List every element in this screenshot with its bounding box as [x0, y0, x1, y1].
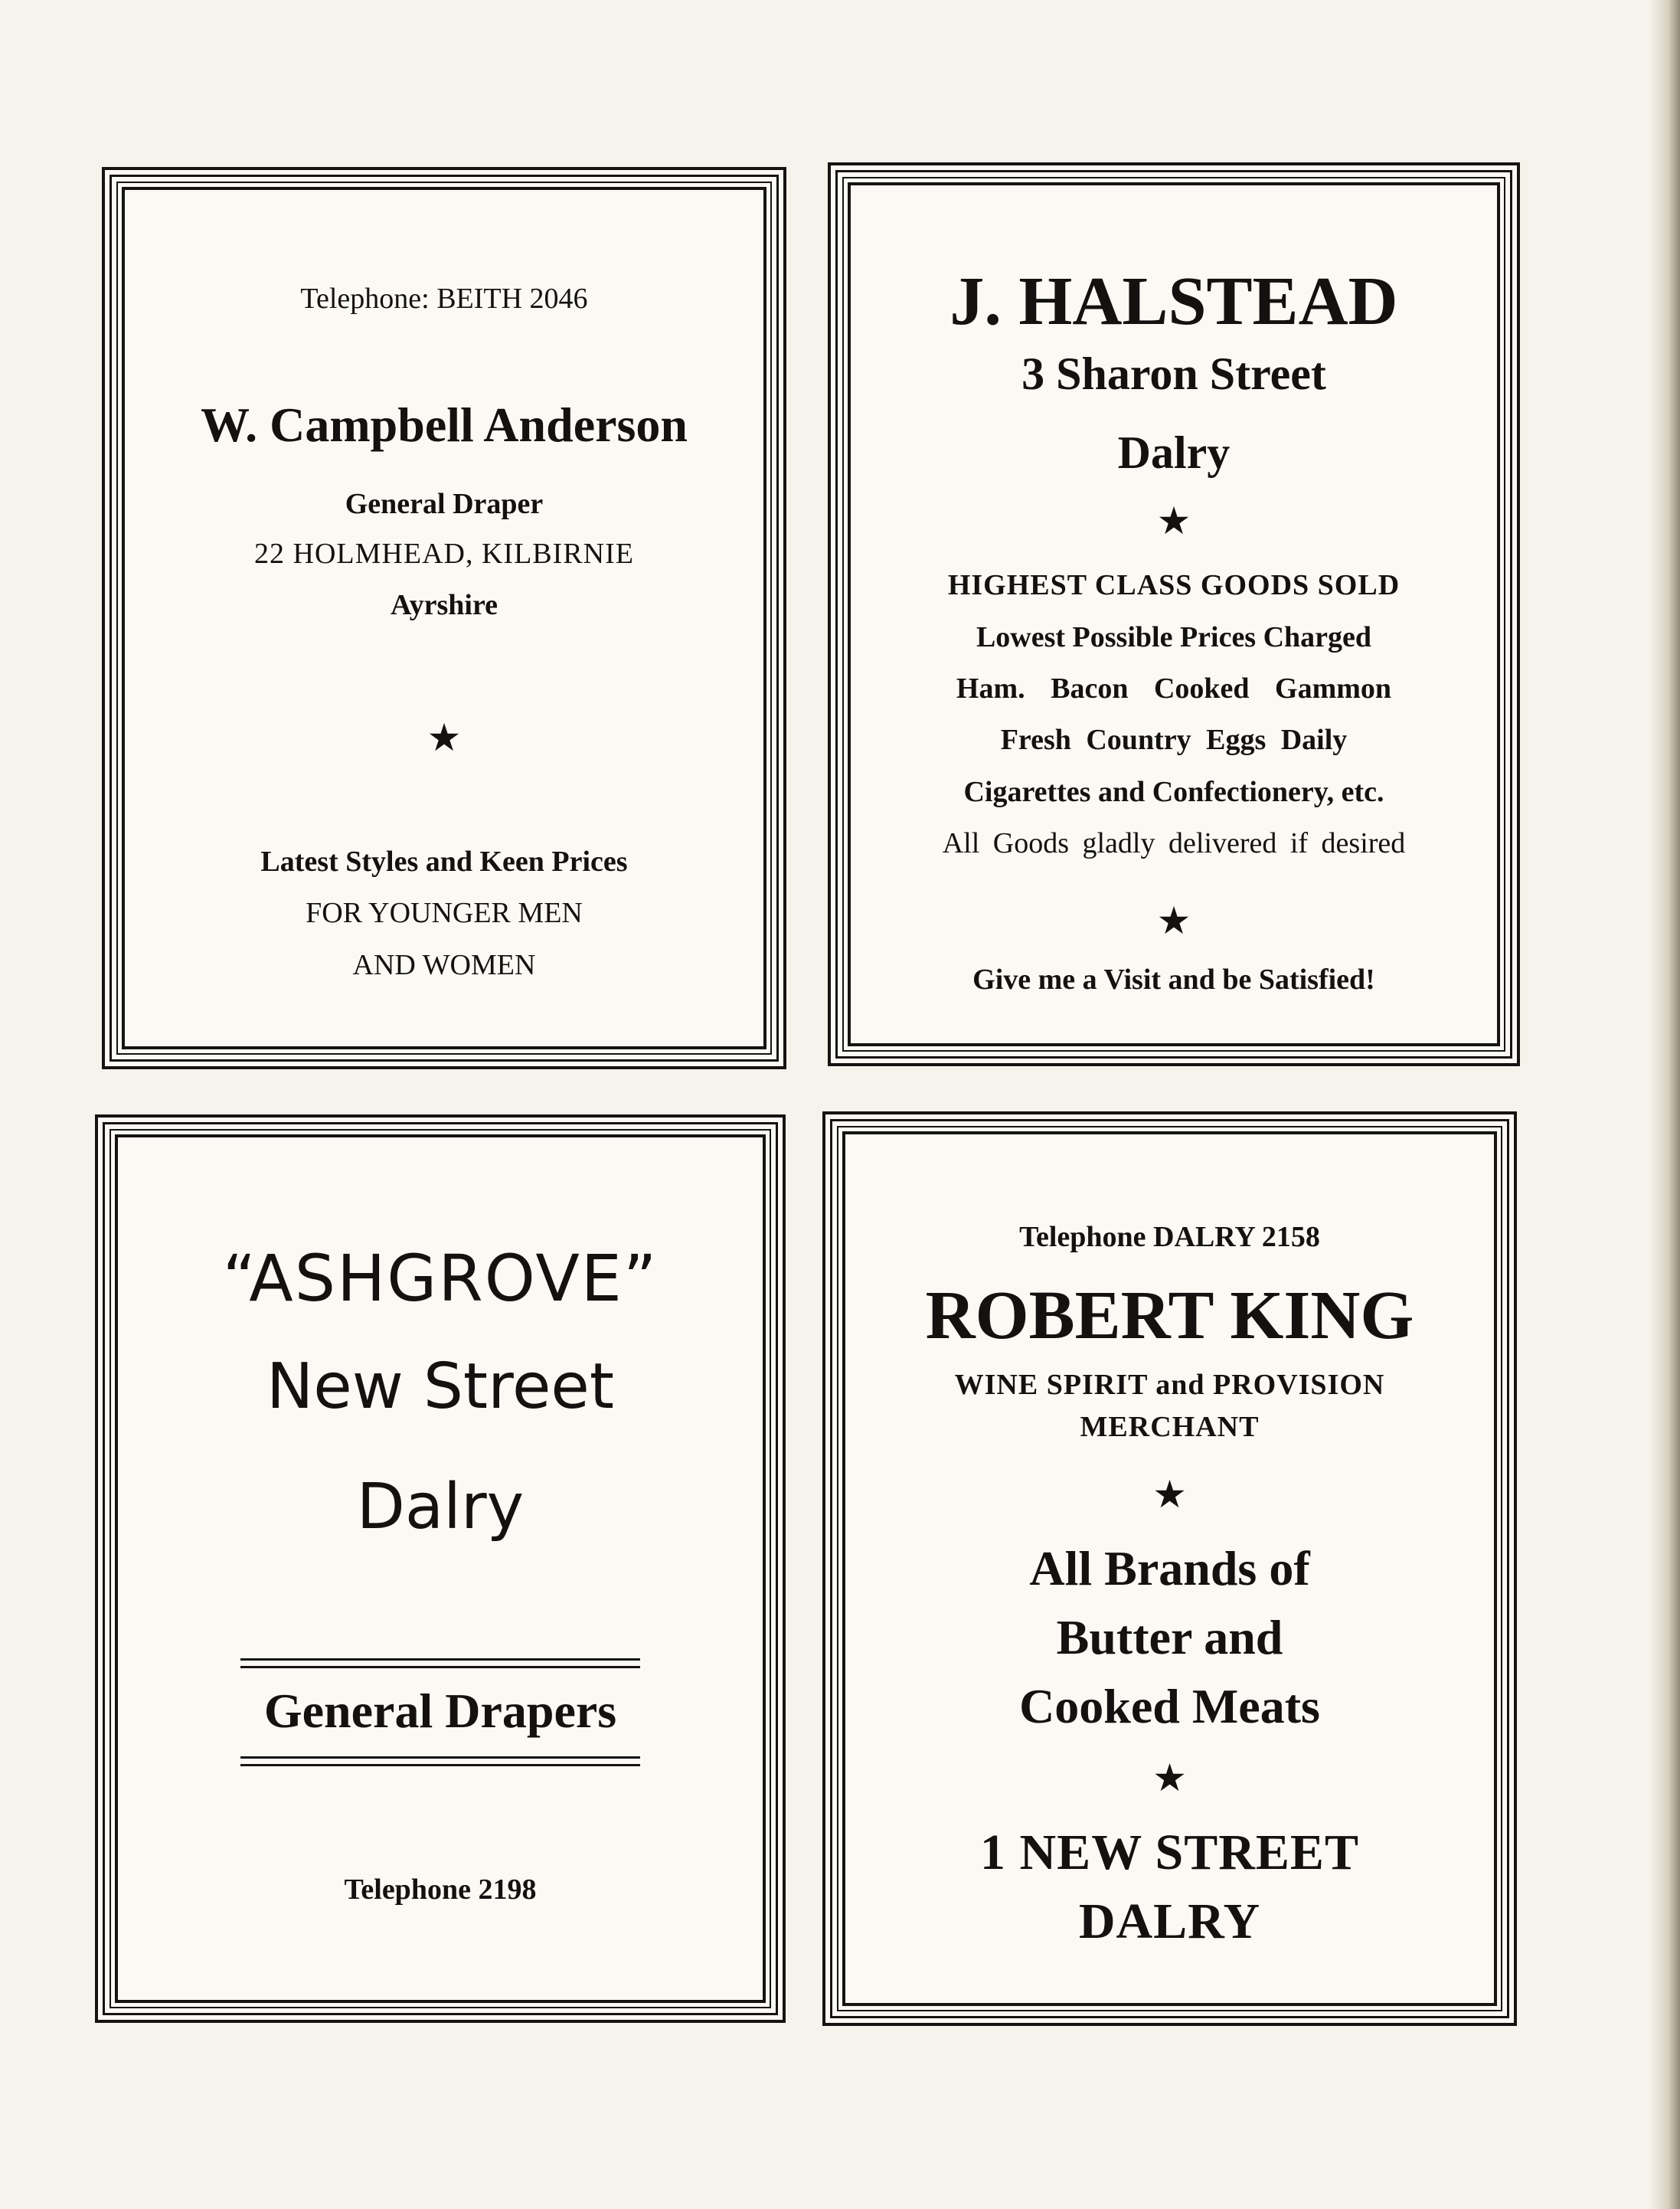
goods-line: Ham. Bacon Cooked Gammon: [956, 673, 1392, 705]
page-edge: [1649, 0, 1680, 2209]
ad-robert-king: [822, 1111, 1517, 2026]
double-rule: [240, 1666, 640, 1668]
address-line: 3 Sharon Street: [1021, 349, 1326, 399]
business-name: ROBERT KING: [925, 1278, 1414, 1353]
tagline-line: AND WOMEN: [352, 949, 536, 981]
tagline-line: FOR YOUNGER MEN: [306, 897, 583, 929]
town-line: DALRY: [1078, 1893, 1261, 1949]
town-line: Dalry: [356, 1471, 525, 1543]
star-icon: ★: [1152, 1756, 1187, 1800]
ad-ashgrove: [95, 1114, 786, 2023]
double-rule: [240, 1764, 640, 1766]
business-name: “ASHGROVE”: [222, 1241, 659, 1316]
goods-line: Fresh Country Eggs Daily: [1000, 724, 1348, 756]
town-line: Dalry: [1117, 427, 1231, 478]
offer-line: Cooked Meats: [1019, 1679, 1320, 1733]
address-line: 1 NEW STREET: [980, 1824, 1359, 1880]
ad-halstead: [828, 162, 1520, 1066]
goods-line: HIGHEST CLASS GOODS SOLD: [947, 569, 1401, 601]
trade-line: General Drapers: [263, 1684, 617, 1738]
star-icon: ★: [1156, 898, 1191, 943]
telephone-line: Telephone DALRY 2158: [1019, 1221, 1320, 1253]
address-line: 22 HOLMHEAD, KILBIRNIE: [254, 538, 634, 570]
double-rule: [240, 1658, 640, 1661]
tagline-line: Latest Styles and Keen Prices: [260, 846, 628, 878]
street-line: New Street: [266, 1350, 615, 1423]
offer-line: Butter and: [1056, 1610, 1283, 1664]
business-name: J. HALSTEAD: [949, 263, 1398, 339]
double-rule: [240, 1756, 640, 1759]
offer-line: All Brands of: [1029, 1541, 1310, 1595]
trade-line: WINE SPIRIT and PROVISION: [954, 1369, 1385, 1401]
trade-line: General Draper: [345, 488, 544, 520]
business-name: W. Campbell Anderson: [201, 398, 688, 452]
star-icon: ★: [1152, 1472, 1187, 1517]
ad-campbell-anderson: [102, 167, 786, 1069]
trade-line: MERCHANT: [1080, 1411, 1260, 1443]
goods-line: All Goods gladly delivered if desired: [942, 827, 1406, 859]
star-icon: ★: [427, 715, 462, 760]
closing-line: Give me a Visit and be Satisfied!: [972, 964, 1375, 996]
telephone-line: Telephone 2198: [344, 1874, 537, 1906]
star-icon: ★: [1156, 499, 1191, 543]
goods-line: Cigarettes and Confectionery, etc.: [963, 776, 1384, 808]
goods-line: Lowest Possible Prices Charged: [976, 621, 1372, 653]
county-line: Ayrshire: [390, 589, 498, 621]
telephone-line: Telephone: BEITH 2046: [300, 283, 588, 315]
